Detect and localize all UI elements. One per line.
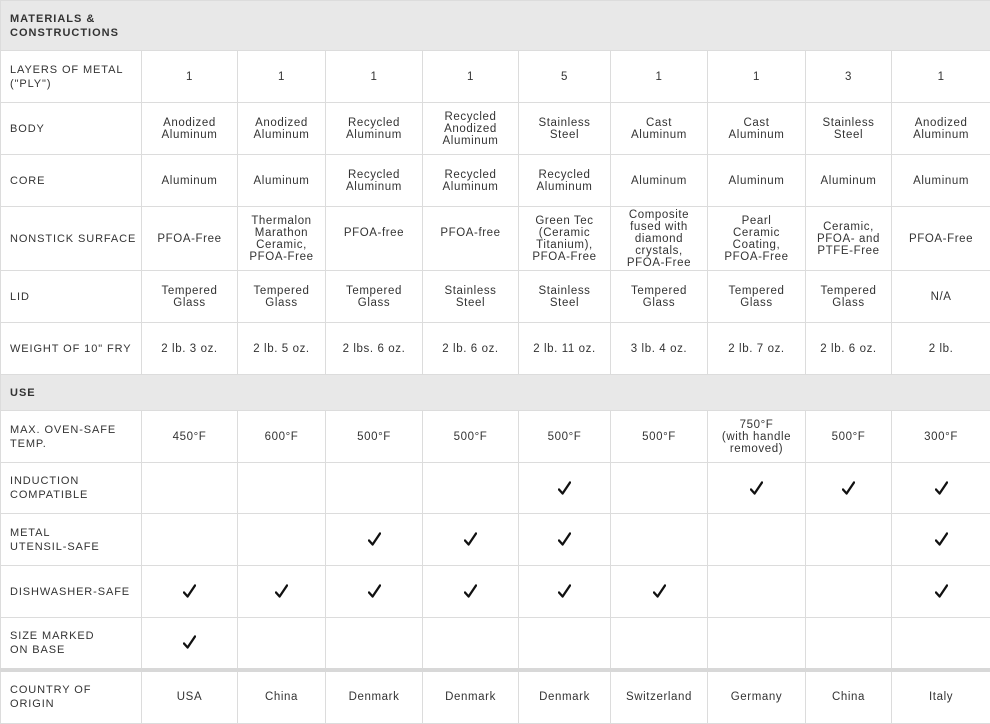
table-cell [519, 514, 611, 566]
table-cell: 5 [519, 51, 611, 103]
table-cell [142, 514, 238, 566]
table-cell [708, 463, 806, 514]
table-row-nonstick [1, 207, 990, 271]
row-label: LAYERS OF METAL ("PLY") [1, 51, 142, 103]
table-cell: Recycled Aluminum [326, 103, 423, 155]
section-materials [1, 1, 990, 51]
table-cell [423, 514, 519, 566]
table-cell: 1 [611, 51, 708, 103]
table-cell: 750°F (with handle removed) [708, 411, 806, 463]
table-cell: Stainless Steel [519, 103, 611, 155]
row-label: NONSTICK SURFACE [1, 207, 142, 271]
table-row-core [1, 155, 990, 207]
table-cell: Cast Aluminum [611, 103, 708, 155]
table-cell [611, 514, 708, 566]
table-cell: Tempered Glass [238, 271, 326, 323]
table-cell: PFOA-Free [892, 207, 990, 271]
table-cell [611, 463, 708, 514]
table-cell: 2 lb. 11 oz. [519, 323, 611, 375]
table-cell: N/A [892, 271, 990, 323]
table-row-oven [1, 411, 990, 463]
table-cell [806, 618, 892, 670]
table-cell: 2 lb. 5 oz. [238, 323, 326, 375]
checkmark-icon [558, 532, 571, 547]
table-cell: Italy [892, 670, 990, 724]
table-cell: Switzerland [611, 670, 708, 724]
table-cell: China [806, 670, 892, 724]
table-cell: 2 lb. 6 oz. [806, 323, 892, 375]
table-cell: Ceramic, PFOA- and PTFE-Free [806, 207, 892, 271]
checkmark-icon [183, 635, 196, 650]
table-cell [611, 566, 708, 618]
table-cell: Aluminum [892, 155, 990, 207]
checkmark-icon [935, 481, 948, 496]
row-label: DISHWASHER-SAFE [1, 566, 142, 618]
checkmark-icon [842, 481, 855, 496]
table-cell: 3 [806, 51, 892, 103]
table-cell: Stainless Steel [806, 103, 892, 155]
table-row-induction [1, 463, 990, 514]
table-row-origin [1, 670, 990, 724]
table-row-lid [1, 271, 990, 323]
checkmark-icon [750, 481, 763, 496]
table-cell [806, 566, 892, 618]
table-cell: 1 [142, 51, 238, 103]
table-row-weight [1, 323, 990, 375]
table-cell [326, 514, 423, 566]
table-cell [519, 463, 611, 514]
table-cell: Denmark [519, 670, 611, 724]
table-cell: Aluminum [806, 155, 892, 207]
table-row-body [1, 103, 990, 155]
table-cell: 1 [326, 51, 423, 103]
table-body [1, 1, 990, 724]
table-cell: 2 lb. 6 oz. [423, 323, 519, 375]
table-cell: 2 lb. 3 oz. [142, 323, 238, 375]
table-cell [708, 618, 806, 670]
row-label: COUNTRY OF ORIGIN [1, 670, 142, 724]
table-cell: PFOA-free [423, 207, 519, 271]
table-cell [519, 618, 611, 670]
checkmark-icon [464, 584, 477, 599]
table-cell [326, 566, 423, 618]
section-header: USE [1, 375, 990, 411]
table-cell: Composite fused with diamond crystals, PFOA-Free [611, 207, 708, 271]
table-cell: Recycled Aluminum [423, 155, 519, 207]
checkmark-icon [183, 584, 196, 599]
table-cell: 1 [892, 51, 990, 103]
table-cell [806, 463, 892, 514]
table-cell [708, 514, 806, 566]
table-cell [892, 566, 990, 618]
table-cell [326, 463, 423, 514]
table-cell: Recycled Aluminum [519, 155, 611, 207]
table-cell: Denmark [326, 670, 423, 724]
table-cell [142, 618, 238, 670]
table-cell: Tempered Glass [611, 271, 708, 323]
table-cell: 1 [238, 51, 326, 103]
table-cell: PFOA-free [326, 207, 423, 271]
table-cell [238, 566, 326, 618]
table-cell [423, 566, 519, 618]
table-cell: Cast Aluminum [708, 103, 806, 155]
table-cell: Thermalon Marathon Ceramic, PFOA-Free [238, 207, 326, 271]
table-row-dishwasher [1, 566, 990, 618]
table-cell: Green Tec (Ceramic Titanium), PFOA-Free [519, 207, 611, 271]
table-cell: PFOA-Free [142, 207, 238, 271]
section-use [1, 375, 990, 411]
table-cell: Anodized Aluminum [892, 103, 990, 155]
table-cell [423, 463, 519, 514]
table-cell: 500°F [611, 411, 708, 463]
row-label: MAX. OVEN-SAFE TEMP. [1, 411, 142, 463]
table-cell: Denmark [423, 670, 519, 724]
table-cell [892, 618, 990, 670]
checkmark-icon [368, 584, 381, 599]
table-cell: Pearl Ceramic Coating, PFOA-Free [708, 207, 806, 271]
table-cell: Tempered Glass [326, 271, 423, 323]
table-cell: Recycled Aluminum [326, 155, 423, 207]
table-cell: 2 lb. [892, 323, 990, 375]
checkmark-icon [935, 532, 948, 547]
table-cell: 500°F [519, 411, 611, 463]
table-cell: China [238, 670, 326, 724]
checkmark-icon [464, 532, 477, 547]
table-cell: 2 lb. 7 oz. [708, 323, 806, 375]
table-cell [806, 514, 892, 566]
table-cell: 1 [423, 51, 519, 103]
table-cell [708, 566, 806, 618]
table-cell [142, 463, 238, 514]
table-cell [519, 566, 611, 618]
table-cell: Anodized Aluminum [142, 103, 238, 155]
table-cell: 300°F [892, 411, 990, 463]
checkmark-icon [935, 584, 948, 599]
table-cell: Aluminum [142, 155, 238, 207]
table-cell [238, 463, 326, 514]
checkmark-icon [558, 584, 571, 599]
checkmark-icon [558, 481, 571, 496]
table-cell: Stainless Steel [423, 271, 519, 323]
table-cell [238, 514, 326, 566]
table-row-utensil [1, 514, 990, 566]
table-cell: 500°F [423, 411, 519, 463]
section-header: MATERIALS & CONSTRUCTIONS [1, 1, 990, 51]
table-cell: Aluminum [611, 155, 708, 207]
table-cell: 2 lbs. 6 oz. [326, 323, 423, 375]
row-label: CORE [1, 155, 142, 207]
table-cell: Tempered Glass [708, 271, 806, 323]
table-cell: Stainless Steel [519, 271, 611, 323]
table-cell: 450°F [142, 411, 238, 463]
table-row-ply [1, 51, 990, 103]
table-cell: Aluminum [708, 155, 806, 207]
table-cell: Tempered Glass [142, 271, 238, 323]
table-row-size [1, 618, 990, 670]
table-cell: 500°F [806, 411, 892, 463]
table-cell: USA [142, 670, 238, 724]
checkmark-icon [368, 532, 381, 547]
row-label: SIZE MARKED ON BASE [1, 618, 142, 670]
table-cell [238, 618, 326, 670]
table-cell: Tempered Glass [806, 271, 892, 323]
table-cell [892, 514, 990, 566]
table-cell [611, 618, 708, 670]
table-cell: Anodized Aluminum [238, 103, 326, 155]
table-cell: Aluminum [238, 155, 326, 207]
table-cell: 600°F [238, 411, 326, 463]
row-label: WEIGHT OF 10" FRY [1, 323, 142, 375]
table-cell [892, 463, 990, 514]
table-cell: 3 lb. 4 oz. [611, 323, 708, 375]
row-label: LID [1, 271, 142, 323]
table-cell [423, 618, 519, 670]
table-cell: Germany [708, 670, 806, 724]
row-label: METAL UTENSIL-SAFE [1, 514, 142, 566]
row-label: INDUCTION COMPATIBLE [1, 463, 142, 514]
table-cell: Recycled Anodized Aluminum [423, 103, 519, 155]
checkmark-icon [653, 584, 666, 599]
table-cell [142, 566, 238, 618]
table-cell [326, 618, 423, 670]
table-cell: 500°F [326, 411, 423, 463]
checkmark-icon [275, 584, 288, 599]
row-label: BODY [1, 103, 142, 155]
table-cell: 1 [708, 51, 806, 103]
